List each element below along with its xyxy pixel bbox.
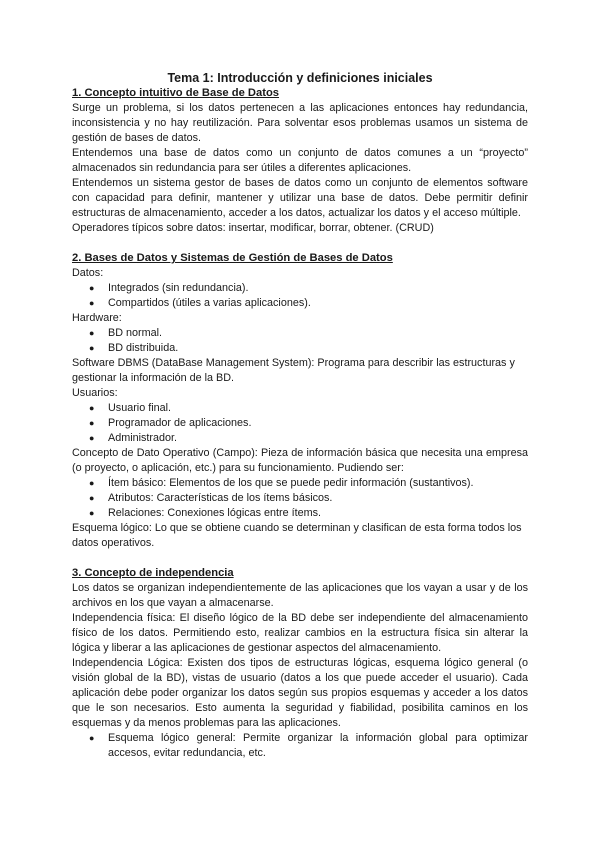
paragraph: Surge un problema, si los datos pertenecen a las aplicaciones entonces hay redundancia, inconsistencia y no hay reutilización. Para solventar esos problemas usamos un sistema de gestión de bases de datos. (72, 102, 528, 144)
paragraph: Independencia física: El diseño lógico de la BD debe ser independiente del almacenamiento físico de los datos. Permitiendo esto, realizar cambios en la estructura física sin alterar la lógica y liberar a las aplicaciones de gestionar aspectos del almacenamiento. (72, 612, 528, 654)
page-title: Tema 1: Introducción y definiciones iniciales (167, 71, 433, 85)
paragraph: Independencia Lógica: Existen dos tipos de estructuras lógicas, esquema lógico general (o visión global de la BD), vistas de usuario (datos a los que puede acceder el usuario). Cada aplicación debe poder organizar los datos según sus propios esquemas y acceder a los datos que le son necesarios. Esto aumenta la seguridad y fiabilidad, posibilita caminos en los esquemas y da menos problemas para las aplicaciones. (72, 657, 528, 729)
paragraph: Concepto de Dato Operativo (Campo): Pieza de información básica que necesita una empresa (o proyecto, o aplicación, etc.) para su funcionamiento. Pudiendo ser: (72, 447, 528, 474)
list-item: ● BD normal. (89, 327, 163, 339)
bullet-icon: ● (89, 343, 95, 353)
section-2-heading: 2. Bases de Datos y Sistemas de Gestión de Bases de Datos (72, 252, 393, 264)
label: Hardware: (72, 312, 122, 324)
bullet-icon: ● (89, 418, 95, 428)
bullet-list (72, 326, 528, 356)
list-item: ● BD distribuida. (89, 342, 179, 354)
bullet-icon: ● (89, 283, 95, 293)
section-1-heading: 1. Concepto intuitivo de Base de Datos (72, 87, 280, 99)
label: Usuarios: (72, 387, 118, 399)
bullet-icon: ● (89, 493, 95, 503)
list-item: ● Ítem básico: Elementos de los que se puede pedir información (sustantivos). (89, 477, 474, 489)
list-item: ● Compartidos (útiles a varias aplicaciones). (89, 297, 311, 309)
paragraph: Entendemos un sistema gestor de bases de datos como un conjunto de elementos software con capacidad para definir, mantener y utilizar una base de datos. Debe permitir definir estructuras de almacenamiento, acceder a los datos, actualizar los datos y el acceso múltiple. (72, 177, 528, 219)
list-item: ● Programador de aplicaciones. (89, 417, 252, 429)
label: Datos: (72, 267, 104, 279)
list-item: ● Usuario final. (89, 402, 172, 414)
bullet-icon: ● (89, 508, 95, 518)
list-item: ● Administrador. (89, 432, 178, 444)
bullet-list (72, 281, 528, 311)
paragraph: Los datos se organizan independientemente de las aplicaciones que los vayan a usar y de los archivos en los que vayan a almacenarse. (72, 582, 528, 609)
list-item: ● Integrados (sin redundancia). (89, 282, 249, 294)
paragraph: Esquema lógico: Lo que se obtiene cuando se determinan y clasifican de esta forma todos los datos operativos. (72, 522, 522, 549)
paragraph: Software DBMS (DataBase Management System): Programa para describir las estructuras y gestionar la información de la BD. (72, 357, 515, 384)
bullet-icon: ● (89, 478, 95, 488)
list-item: ● Relaciones: Conexiones lógicas entre ítems. (89, 507, 322, 519)
bullet-icon: ● (89, 298, 95, 308)
bullet-icon: ● (89, 403, 95, 413)
bullet-icon: ● (89, 328, 95, 338)
paragraph: Entendemos una base de datos como un conjunto de datos comunes a un “proyecto” almacenados sin redundancia para ser útiles a diferentes aplicaciones. (72, 147, 528, 174)
list-item: ● Atributos: Características de los ítems básicos. (89, 492, 333, 504)
paragraph: Operadores típicos sobre datos: insertar, modificar, borrar, obtener. (CRUD) (72, 222, 434, 234)
bullet-list (72, 731, 528, 761)
section-3-heading: 3. Concepto de independencia (72, 567, 234, 579)
bullet-list (72, 476, 528, 521)
bullet-icon: ● (89, 733, 95, 743)
bullet-list (72, 401, 528, 446)
list-item: ● Esquema lógico general: Permite organizar la información global para optimizar accesos, evitar redundancia, etc. (89, 732, 528, 759)
bullet-icon: ● (89, 433, 95, 443)
